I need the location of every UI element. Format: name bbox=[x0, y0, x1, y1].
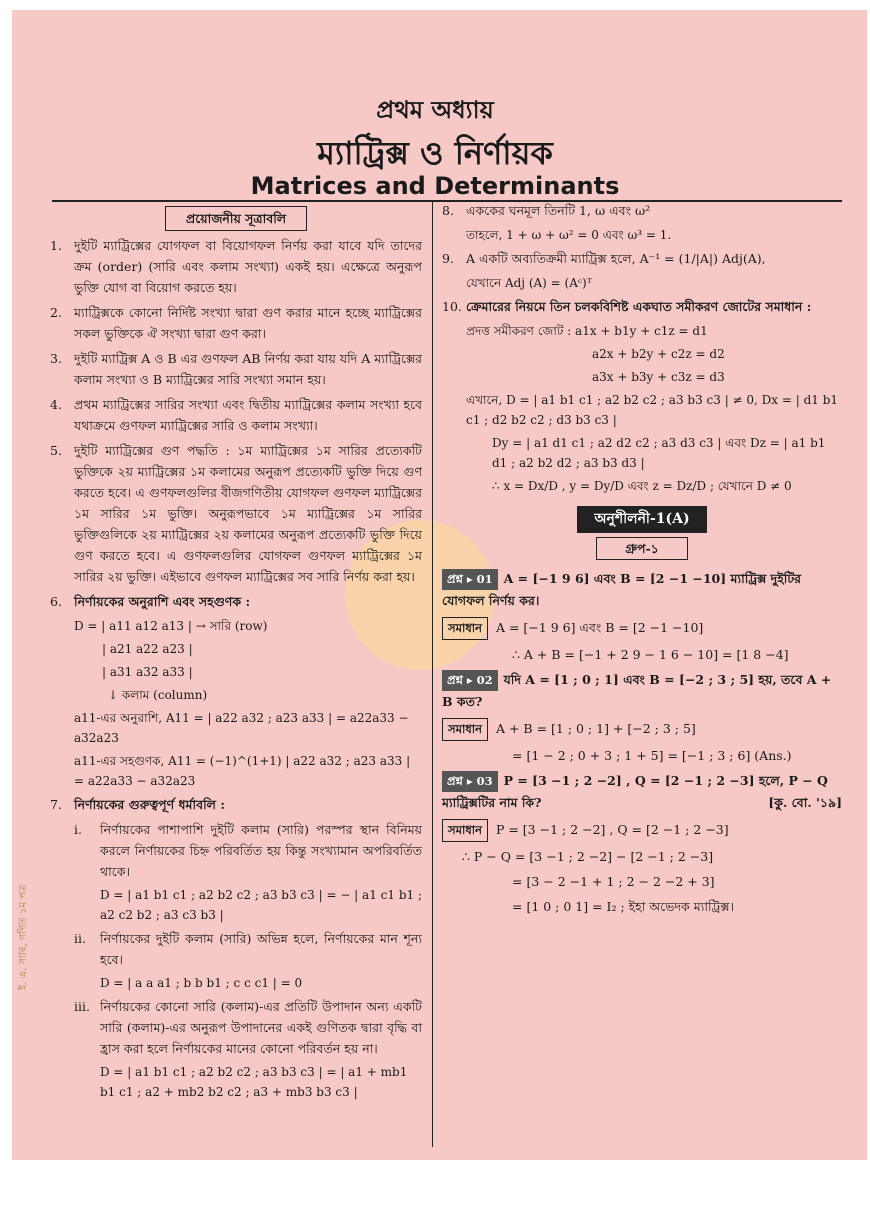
solution-line: = [1 0 ; 0 1] = I₂ ; ইহা অভেদক ম্যাট্রিক্স। bbox=[512, 899, 735, 914]
solution-line bbox=[442, 617, 842, 640]
question bbox=[442, 770, 842, 813]
property-text: নির্ণায়কের দুইটি কলাম (সারি) অভিন্ন হলে, নির্ণায়কের মান শূন্য হবে। bbox=[100, 931, 422, 967]
item-text: প্রথম ম্যাট্রিক্সের সারির সংখ্যা এবং দ্বিতীয় ম্যাট্রিক্সের কলাম সংখ্যা হবে যথাক্রমে গুণফল ম্যাট্রিক্সের সারি ও কলাম সংখ্যা। bbox=[74, 397, 422, 433]
exercise-banner: অনুশীলনী-1(A) bbox=[577, 506, 707, 533]
question-text: যদি A = [1 ; 0 ; 1] এবং B = [−2 ; 3 ; 5] হয়, তবে A + B কত? bbox=[442, 672, 832, 709]
formula-item bbox=[50, 794, 422, 815]
determinant-row-line: | a21 a22 a23 | bbox=[102, 642, 193, 656]
property-formula: D = | a1 b1 c1 ; a2 b2 c2 ; a3 b3 c3 | = | a1 + mb1 b1 c1 ; a2 + mb2 b2 c2 ; a3 + mb3 b3 c3 | bbox=[100, 1065, 408, 1099]
property-item bbox=[50, 819, 422, 882]
formula-line: প্রদত্ত সমীকরণ জোট : a1x + b1y + c1z = d1 bbox=[466, 324, 708, 338]
property-text: নির্ণায়কের কোনো সারি (কলাম)-এর প্রতিটি উপাদান অন্য একটি সারি (কলাম)-এর অনুরূপ উপাদানের একই গুণিতক দ্বারা বৃদ্ধি বা হ্রাস করা হলে নির্ণায়কের মানের কোনো পরিবর্তন হয় না। bbox=[100, 999, 422, 1056]
chapter-label: প্রথম অধ্যায় bbox=[376, 95, 494, 124]
solution-tag: সমাধান bbox=[442, 617, 488, 640]
item-number: 4. bbox=[50, 397, 62, 412]
formula-item bbox=[50, 348, 422, 390]
item-number: 7. bbox=[50, 797, 62, 812]
column-label: ↓ কলাম (column) bbox=[108, 688, 208, 702]
solution-line: = [1 − 2 ; 0 + 3 ; 1 + 5] = [−1 ; 3 ; 6] (Ans.) bbox=[512, 748, 792, 763]
item-number: 10. bbox=[442, 299, 462, 314]
item-number: 2. bbox=[50, 305, 62, 320]
property-formula: D = | a a a1 ; b b b1 ; c c c1 | = 0 bbox=[100, 976, 303, 990]
formula-item bbox=[442, 200, 842, 221]
item-text: A একটি অব্যতিক্রমী ম্যাট্রিক্স হলে, A⁻¹ = (1/|A|) Adj(A), bbox=[466, 251, 766, 266]
determinant-row-line: D = | a11 a12 a13 | → সারি (row) bbox=[74, 619, 268, 633]
formula-line: এখানে, D = | a1 b1 c1 ; a2 b2 c2 ; a3 b3 c3 | ≠ 0, Dx = | d1 b1 c1 ; d2 b2 c2 ; d3 b3 c3 | bbox=[466, 393, 839, 427]
property-number: i. bbox=[74, 822, 82, 837]
item-text: ম্যাট্রিক্সকে কোনো নির্দিষ্ট সংখ্যা দ্বারা গুণ করার মানে হচ্ছে ম্যাট্রিক্সের সকল ভুক্তিকে ঐ সংখ্যা দ্বারা গুণ করা। bbox=[74, 305, 422, 341]
question bbox=[442, 568, 842, 611]
formula-line: যেখানে Adj (A) = (Aᶜ)ᵀ bbox=[466, 276, 592, 290]
question-tag: প্রশ্ন ▸ 02 bbox=[442, 670, 498, 691]
group-label: গ্রুপ-১ bbox=[596, 537, 688, 560]
solution-line: ∴ P − Q = [3 −1 ; 2 −2] − [2 −1 ; 2 −3] bbox=[462, 849, 714, 864]
solution-line bbox=[442, 819, 842, 842]
formula-line: ∴ x = Dx/D , y = Dy/D এবং z = Dz/D ; যেখানে D ≠ 0 bbox=[492, 479, 792, 493]
item-text: দুইটি ম্যাট্রিক্স A ও B এর গুণফল AB নির্ণয় করা যায় যদি A ম্যাট্রিক্সের কলাম সংখ্যা ও B ম্যাট্রিক্সের সারি সংখ্যা সমান হয়। bbox=[74, 351, 422, 387]
formula-item bbox=[50, 591, 422, 612]
item-text: দুইটি ম্যাট্রিক্সের গুণ পদ্ধতি : ১ম ম্যাট্রিক্সের ১ম সারির প্রত্যেকটি ভুক্তিকে ২য় ম্যাট্রিক্সের ১ম কলামের অনুরূপ প্রত্যেকটি ভুক্তি দিয়ে গুণ করতে হবে। এ গুণফলগুলির বীজগণিতীয় যোগফল গুণফল ম্যাট্রিক্সের ১ম সারির ১ম ভুক্তি। অনুরূপভাবে ১ম ম্যাট্রিক্সের ১ম সারির ভুক্তিগুলিকে ২য় ম্যাট্রিক্সের ২য় কলামের অনুরূপ প্রত্যেকটি ভুক্তি দিয়ে গুণ করতে হবে। এ গুণফলগুলির যোগফল গুণফল ম্যাট্রিক্সের ১ম সারির ২য় ভুক্তি। এইভাবে গুণফল ম্যাট্রিক্সের সব সারি নির্ণয় করা হয়। bbox=[74, 443, 422, 584]
property-number: iii. bbox=[74, 999, 90, 1014]
formula-item bbox=[442, 248, 842, 269]
formula-line: a2x + b2y + c2z = d2 bbox=[592, 347, 725, 361]
item-text: এককের ঘনমূল তিনটি 1, ω এবং ω² bbox=[466, 203, 651, 218]
formula-item bbox=[50, 302, 422, 344]
item-number: 1. bbox=[50, 238, 62, 253]
question bbox=[442, 669, 842, 712]
left-column bbox=[50, 206, 422, 1105]
question-text: A = [−1 9 6] এবং B = [2 −1 −10] ম্যাট্রিক্স দুইটির যোগফল নির্ণয় কর। bbox=[442, 571, 802, 608]
item-text: ক্রেমারের নিয়মে তিন চলকবিশিষ্ট একঘাত সমীকরণ জোটের সমাধান : bbox=[466, 299, 812, 314]
determinant-row-line: | a31 a32 a33 | bbox=[102, 665, 193, 679]
item-number: 9. bbox=[442, 251, 454, 266]
solution-line: ∴ A + B = [−1 + 2 9 − 1 6 − 10] = [1 8 −4] bbox=[512, 647, 789, 662]
property-number: ii. bbox=[74, 931, 86, 946]
item-text: দুইটি ম্যাট্রিক্সের যোগফল বা বিয়োগফল নির্ণয় করা যাবে যদি তাদের ক্রম (order) (সারি এবং কলাম সংখ্যা) একই হয়। এক্ষেত্রে অনুরূপ ভুক্তি যোগ বা বিয়োগ করতে হয়। bbox=[74, 238, 422, 295]
property-formula: D = | a1 b1 c1 ; a2 b2 c2 ; a3 b3 c3 | = − | a1 c1 b1 ; a2 c2 b2 ; a3 c3 b3 | bbox=[100, 888, 422, 922]
solution-text: A + B = [1 ; 0 ; 1] + [−2 ; 3 ; 5] bbox=[495, 721, 696, 736]
solution-tag: সমাধান bbox=[442, 819, 488, 842]
formula-item bbox=[50, 394, 422, 436]
formula-item bbox=[50, 235, 422, 298]
formula-line: তাহলে, 1 + ω + ω² = 0 এবং ω³ = 1. bbox=[466, 228, 672, 242]
column-divider bbox=[432, 202, 433, 1147]
board-source: [কু. বো. '১৯] bbox=[768, 795, 842, 810]
item-number: 5. bbox=[50, 443, 62, 458]
formula-section-title: প্রয়োজনীয় সূত্রাবলি bbox=[165, 206, 307, 231]
minor-formula: a11-এর অনুরাশি, A11 = | a22 a32 ; a23 a33 | = a22a33 − a32a23 bbox=[74, 711, 409, 745]
item-number: 8. bbox=[442, 203, 454, 218]
solution-text: P = [3 −1 ; 2 −2] , Q = [2 −1 ; 2 −3] bbox=[495, 822, 729, 837]
question-tag: প্রশ্ন ▸ 03 bbox=[442, 771, 498, 792]
formula-line: Dy = | a1 d1 c1 ; a2 d2 c2 ; a3 d3 c3 | এবং Dz = | a1 b1 d1 ; a2 b2 d2 ; a3 b3 d3 | bbox=[492, 436, 826, 470]
solution-tag: সমাধান bbox=[442, 718, 488, 741]
formula-item bbox=[50, 440, 422, 587]
solution-text: A = [−1 9 6] এবং B = [2 −1 −10] bbox=[495, 620, 704, 635]
property-text: নির্ণায়কের পাশাপাশি দুইটি কলাম (সারি) পরস্পর স্থান বিনিময় করলে নির্ণায়কের চিহ্ন পরিবর্তিত হয় কিন্তু সংখ্যামান অপরিবর্তিত থাকে। bbox=[100, 822, 422, 879]
question-tag: প্রশ্ন ▸ 01 bbox=[442, 569, 498, 590]
property-item bbox=[50, 996, 422, 1059]
item-number: 6. bbox=[50, 594, 62, 609]
question-text: P = [3 −1 ; 2 −2] , Q = [2 −1 ; 2 −3] হলে, P − Q ম্যাট্রিক্সটির নাম কি? bbox=[442, 773, 828, 810]
item-text: নির্ণায়কের অনুরাশি এবং সহগুণক : bbox=[74, 594, 251, 609]
right-column bbox=[442, 200, 842, 921]
item-text: নির্ণায়কের গুরুত্বপূর্ণ ধর্মাবলি : bbox=[74, 797, 225, 812]
chapter-title-english: Matrices and Determinants bbox=[250, 172, 620, 200]
solution-line: = [3 − 2 −1 + 1 ; 2 − 2 −2 + 3] bbox=[512, 874, 715, 889]
formula-line: a3x + b3y + c3z = d3 bbox=[592, 370, 725, 384]
cofactor-formula: a11-এর সহগুণক, A11 = (−1)^(1+1) | a22 a32 ; a23 a33 | = a22a33 − a32a23 bbox=[74, 754, 411, 788]
solution-line bbox=[442, 718, 842, 741]
side-margin-text: ই. এ. স্যার, গণিত ১ম পত্র bbox=[18, 884, 29, 990]
item-number: 3. bbox=[50, 351, 62, 366]
formula-item bbox=[442, 296, 842, 317]
chapter-title-bengali: ম্যাট্রিক্স ও নির্ণায়ক bbox=[317, 134, 553, 172]
property-item bbox=[50, 928, 422, 970]
